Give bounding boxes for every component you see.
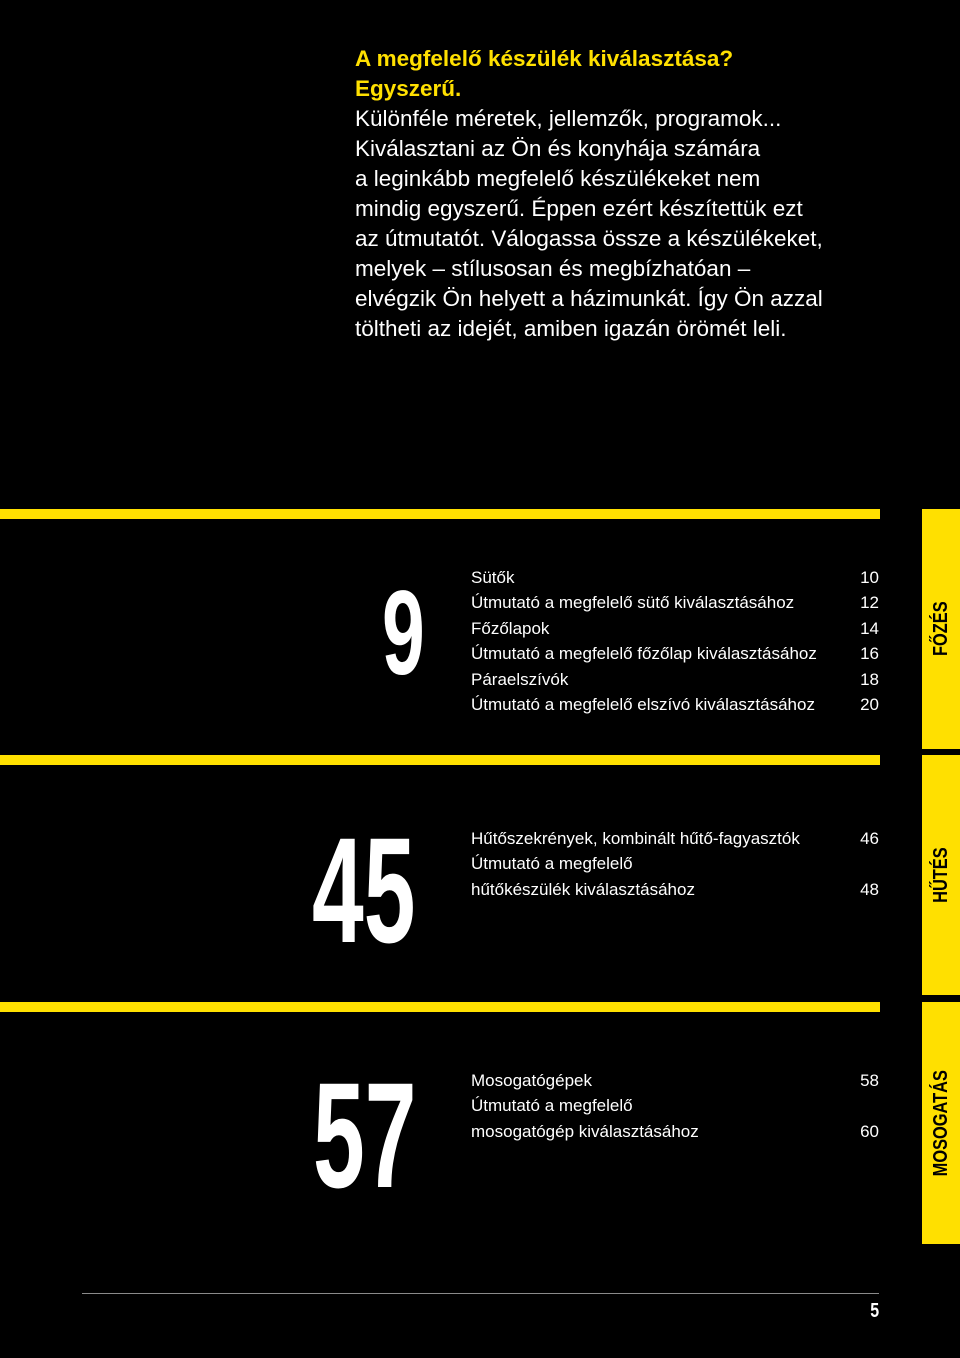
toc-entry[interactable] [471,641,879,666]
toc-entry-page: 12 [860,593,879,613]
intro-line: elvégzik Ön helyett a házimunkát. Így Ön azzal [355,286,823,311]
intro-line: Különféle méretek, jellemzők, programok... [355,106,782,131]
toc-entry-title: Főzőlapok [471,618,550,638]
toc-entry-title: Útmutató a megfelelő elszívó kiválasztásához [471,695,815,715]
toc-entry-page: 58 [860,1071,879,1090]
intro-headline-2: Egyszerű. [355,76,462,101]
section-number-fozes: 9 [382,566,425,700]
intro-line: töltheti az idejét, amiben igazán örömét leli. [355,316,787,341]
section-number-mosogatas: 57 [313,1051,417,1219]
toc-entry[interactable] [471,616,879,641]
toc-fozes [471,565,879,717]
toc-entry[interactable] [471,877,879,902]
intro-line: az útmutatót. Válogassa össze a készülékeket, [355,226,823,251]
toc-entry-title: Útmutató a megfelelő sütő kiválasztásához [471,593,795,613]
toc-entry[interactable] [471,692,879,717]
toc-entry-title: Útmutató a megfelelő [471,854,633,874]
section-number-hutes: 45 [312,806,416,974]
intro-line: melyek – stílusosan és megbízhatóan – [355,256,751,281]
toc-entry[interactable] [471,1093,879,1118]
toc-entry-page: 20 [860,695,879,715]
section-divider-fozes [0,509,880,519]
toc-entry-page: 14 [860,618,879,638]
toc-entry-title: mosogatógép kiválasztásához [471,1121,699,1141]
toc-entry-page: 60 [860,1121,879,1141]
toc-entry-title: Útmutató a megfelelő főzőlap kiválasztásához [471,644,817,664]
toc-entry[interactable] [471,667,879,692]
section-label-mosogatas: MOSOGATÁS [930,1069,952,1177]
toc-entry-title: Útmutató a megfelelő [471,1096,633,1116]
toc-entry-page: 16 [860,644,879,664]
toc-entry-title: Mosogatógépek [471,1071,592,1090]
toc-mosogatas [471,1068,879,1144]
intro-line: a leginkább megfelelő készülékeket nem [355,166,761,191]
toc-entry[interactable] [471,851,879,876]
footer-rule [82,1293,879,1294]
toc-entry-title: Páraelszívók [471,669,569,689]
section-divider-mosogatas [0,1002,880,1012]
intro-line: mindig egyszerű. Éppen ezért készítettük ezt [355,196,803,221]
section-divider-hutes [0,755,880,765]
toc-hutes [471,826,879,902]
toc-entry[interactable] [471,826,879,851]
toc-entry-page: 48 [860,879,879,899]
toc-entry[interactable] [471,1068,879,1093]
toc-entry-page: 18 [860,669,879,689]
page-number: 5 [870,1300,879,1322]
section-label-fozes: FŐZÉS [930,601,952,657]
section-label-hutes: HŰTÉS [930,847,952,903]
intro-line: Kiválasztani az Ön és konyhája számára [355,136,761,161]
toc-entry-page: 10 [860,568,879,587]
intro-headline-1: A megfelelő készülék kiválasztása? [355,46,734,71]
toc-entry[interactable] [471,590,879,615]
toc-entry-page: 46 [860,829,879,848]
toc-entry-title: Hűtőszekrények, kombinált hűtő-fagyasztók [471,829,800,848]
intro-text [355,44,915,344]
toc-entry-title: Sütők [471,568,515,587]
toc-entry[interactable] [471,1119,879,1144]
toc-entry-title: hűtőkészülék kiválasztásához [471,879,695,899]
toc-entry[interactable] [471,565,879,590]
